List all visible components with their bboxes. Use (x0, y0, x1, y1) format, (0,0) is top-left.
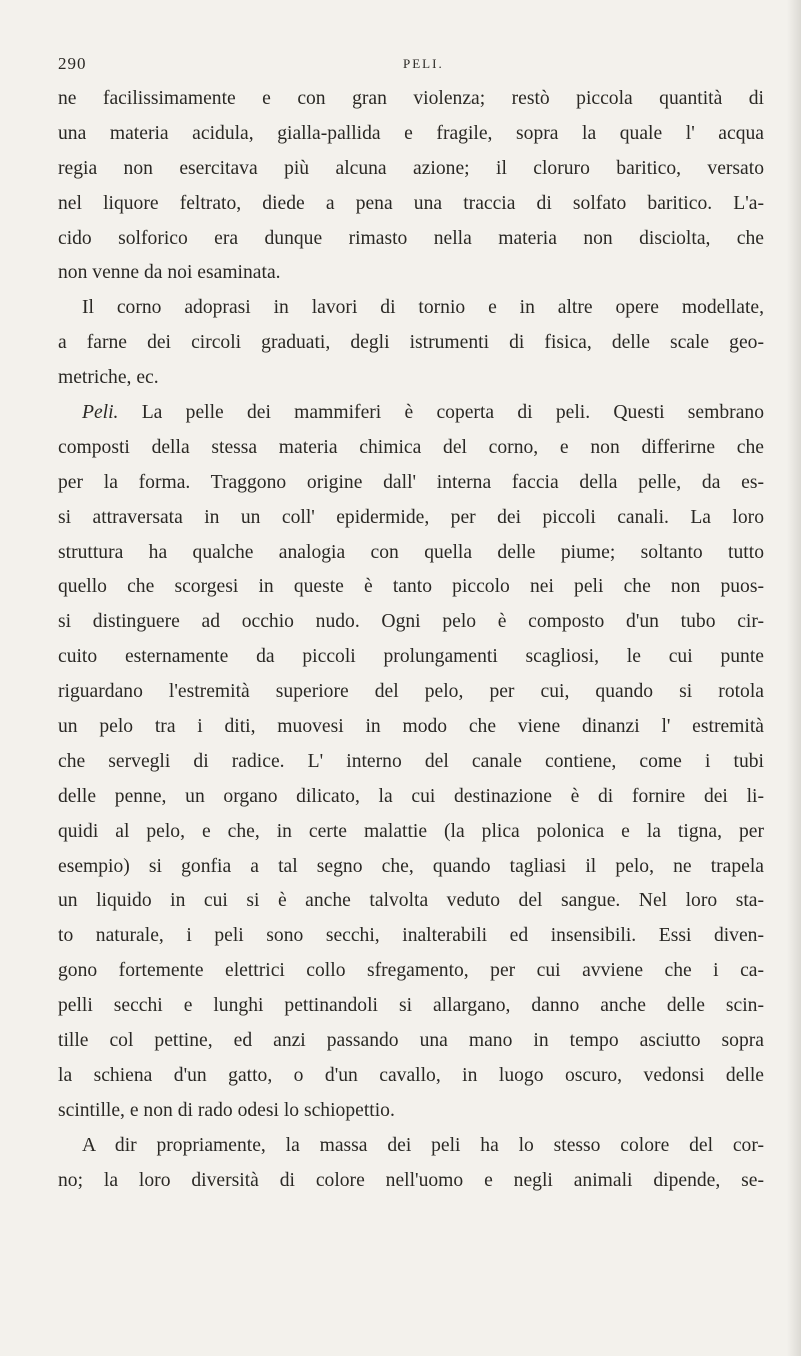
text-line: un liquido in cui si è anche talvolta veduto del sangue. Nel loro sta- (58, 890, 764, 912)
text-line: ne facilissimamente e con gran violenza; restò piccola quantità di (58, 88, 764, 109)
text-line: to naturale, i peli sono secchi, inalterabili ed insensibili. Essi diven- (58, 925, 764, 947)
page-header (58, 54, 758, 76)
text-line: scintille, e non di rado odesi lo schiopettio. (58, 1099, 395, 1121)
text-line: nel liquore feltrato, diede a pena una traccia di solfato baritico. L'a- (58, 192, 764, 214)
text-line: composti della stessa materia chimica del corno, e non differirne che (58, 436, 764, 458)
text-line: metriche, ec. (58, 367, 159, 389)
text-line: riguardano l'estremità superiore del pelo, per cui, quando si rotola (58, 681, 764, 703)
text-line: A dir propriamente, la massa dei peli ha lo stesso colore del cor- (82, 1134, 764, 1156)
text-line: si distinguere ad occhio nudo. Ogni pelo è composto d'un tubo cir- (58, 611, 764, 633)
text-line: struttura ha qualche analogia con quella delle piume; soltanto tutto (58, 541, 764, 563)
text-line: cuito esternamente da piccoli prolungamenti scagliosi, le cui punte (58, 646, 764, 668)
text-line: a farne dei circoli graduati, degli istrumenti di fisica, delle scale geo- (58, 332, 764, 354)
text-line: quello che scorgesi in queste è tanto piccolo nei peli che non puos- (58, 576, 764, 598)
text-line: non venne da noi esaminata. (58, 262, 281, 284)
text-line: pelli secchi e lunghi pettinandoli si allargano, danno anche delle scin- (58, 995, 764, 1017)
text-line: delle penne, un organo dilicato, la cui destinazione è di fornire dei li- (58, 785, 764, 807)
text-line: che servegli di radice. L' interno del canale contiene, come i tubi (58, 750, 764, 772)
section-heading-peli: Peli. (82, 402, 119, 424)
running-head: PELI. (403, 56, 444, 71)
text-line: si attraversata in un coll' epidermide, per dei piccoli canali. La loro (58, 506, 764, 528)
text-line-with-heading (58, 396, 764, 431)
body-text (58, 82, 764, 1199)
text-line: quidi al pelo, e che, in certe malattie (la plica polonica e la tigna, per (58, 820, 764, 842)
page-edge-shadow (787, 0, 801, 1356)
text-line: una materia acidula, gialla-pallida e fragile, sopra la quale l' acqua (58, 122, 764, 144)
text-line: un pelo tra i diti, muovesi in modo che viene dinanzi l' estremità (58, 716, 764, 738)
text-line: cido solforico era dunque rimasto nella materia non disciolta, che (58, 227, 764, 249)
text-line: gono fortemente elettrici collo sfregamento, per cui avviene che i ca- (58, 960, 764, 982)
page-number: 290 (58, 54, 87, 73)
text-line: esempio) si gonfia a tal segno che, quando tagliasi il pelo, ne trapela (58, 855, 764, 877)
text-line: Il corno adoprasi in lavori di tornio e in altre opere modellate, (82, 297, 764, 319)
text-line: tille col pettine, ed anzi passando una mano in tempo asciutto sopra (58, 1030, 764, 1052)
text-line: per la forma. Traggono origine dall' interna faccia della pelle, da es- (58, 471, 764, 493)
text-line: la schiena d'un gatto, o d'un cavallo, in luogo oscuro, vedonsi delle (58, 1064, 764, 1086)
text-line: La pelle dei mammiferi è coperta di peli. Questi sembrano (141, 402, 764, 424)
text-line: regia non esercitava più alcuna azione; il cloruro baritico, versato (58, 157, 764, 179)
text-line: no; la loro diversità di colore nell'uomo e negli animali dipende, se- (58, 1169, 764, 1191)
